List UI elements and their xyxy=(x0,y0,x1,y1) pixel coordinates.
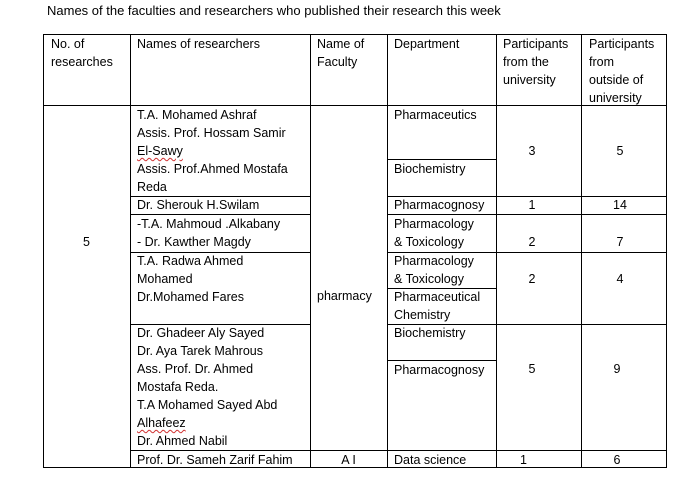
count-out-row5: 9 xyxy=(613,362,621,376)
page-caption: Names of the faculties and researchers who published their research this week xyxy=(47,3,501,18)
research-count: 5 xyxy=(83,235,90,249)
count-out-row3: 7 xyxy=(616,235,624,249)
faculty-pharmacy: pharmacy xyxy=(317,289,372,303)
count-out-row4: 4 xyxy=(616,272,624,286)
header-department: Department xyxy=(394,37,460,51)
department-data-science: Data science xyxy=(394,453,467,467)
header-participants-university: Participants from the university xyxy=(503,37,569,87)
department-pharmacognosy-2: Pharmacognosy xyxy=(394,363,485,377)
count-out-row6: 6 xyxy=(613,453,621,467)
department-biochemistry: Biochemistry xyxy=(394,162,466,176)
department-pharmacology-2: Pharmacology & Toxicology xyxy=(394,254,474,286)
count-in-row1: 3 xyxy=(528,144,536,158)
header-count: No. of researches xyxy=(51,37,113,69)
header-faculty: Name of Faculty xyxy=(317,37,365,69)
department-pharmaceutics: Pharmaceutics xyxy=(394,108,477,122)
count-in-row6: 1 xyxy=(520,453,527,467)
researchers-group-2: Dr. Sherouk H.Swilam xyxy=(137,198,260,212)
count-in-row3: 2 xyxy=(528,235,536,249)
researchers-group-4: T.A. Radwa Ahmed Mohamed Dr.Mohamed Fares xyxy=(137,254,244,304)
department-pharmacognosy: Pharmacognosy xyxy=(394,198,485,212)
researchers-group-1: T.A. Mohamed Ashraf Assis. Prof. Hossam Samir El-Sawy Assis. Prof.Ahmed Mostafa Reda xyxy=(137,108,288,194)
researchers-group-6: Prof. Dr. Sameh Zarif Fahim xyxy=(137,453,293,467)
count-out-row1: 5 xyxy=(616,144,624,158)
header-researchers: Names of researchers xyxy=(137,37,260,51)
count-in-row5: 5 xyxy=(528,362,536,376)
count-in-row4: 2 xyxy=(528,272,536,286)
faculty-ai: A I xyxy=(341,453,356,467)
researchers-group-5: Dr. Ghadeer Aly Sayed Dr. Aya Tarek Mahrous Ass. Prof. Dr. Ahmed Mostafa Reda. T.A Mohamed Sayed Abd Alhafeez Dr. Ahmed Nabil xyxy=(137,326,278,448)
header-participants-outside: Participants from outside of university xyxy=(589,37,655,105)
count-out-row2: 14 xyxy=(613,198,627,212)
department-biochemistry-2: Biochemistry xyxy=(394,326,466,340)
researchers-group-3: -T.A. Mahmoud .Alkabany - Dr. Kawther Magdy xyxy=(137,217,281,249)
department-pharmaceutical-chemistry: Pharmaceutical Chemistry xyxy=(394,290,481,322)
department-pharmacology-1: Pharmacology & Toxicology xyxy=(394,217,474,249)
count-in-row2: 1 xyxy=(528,198,536,212)
